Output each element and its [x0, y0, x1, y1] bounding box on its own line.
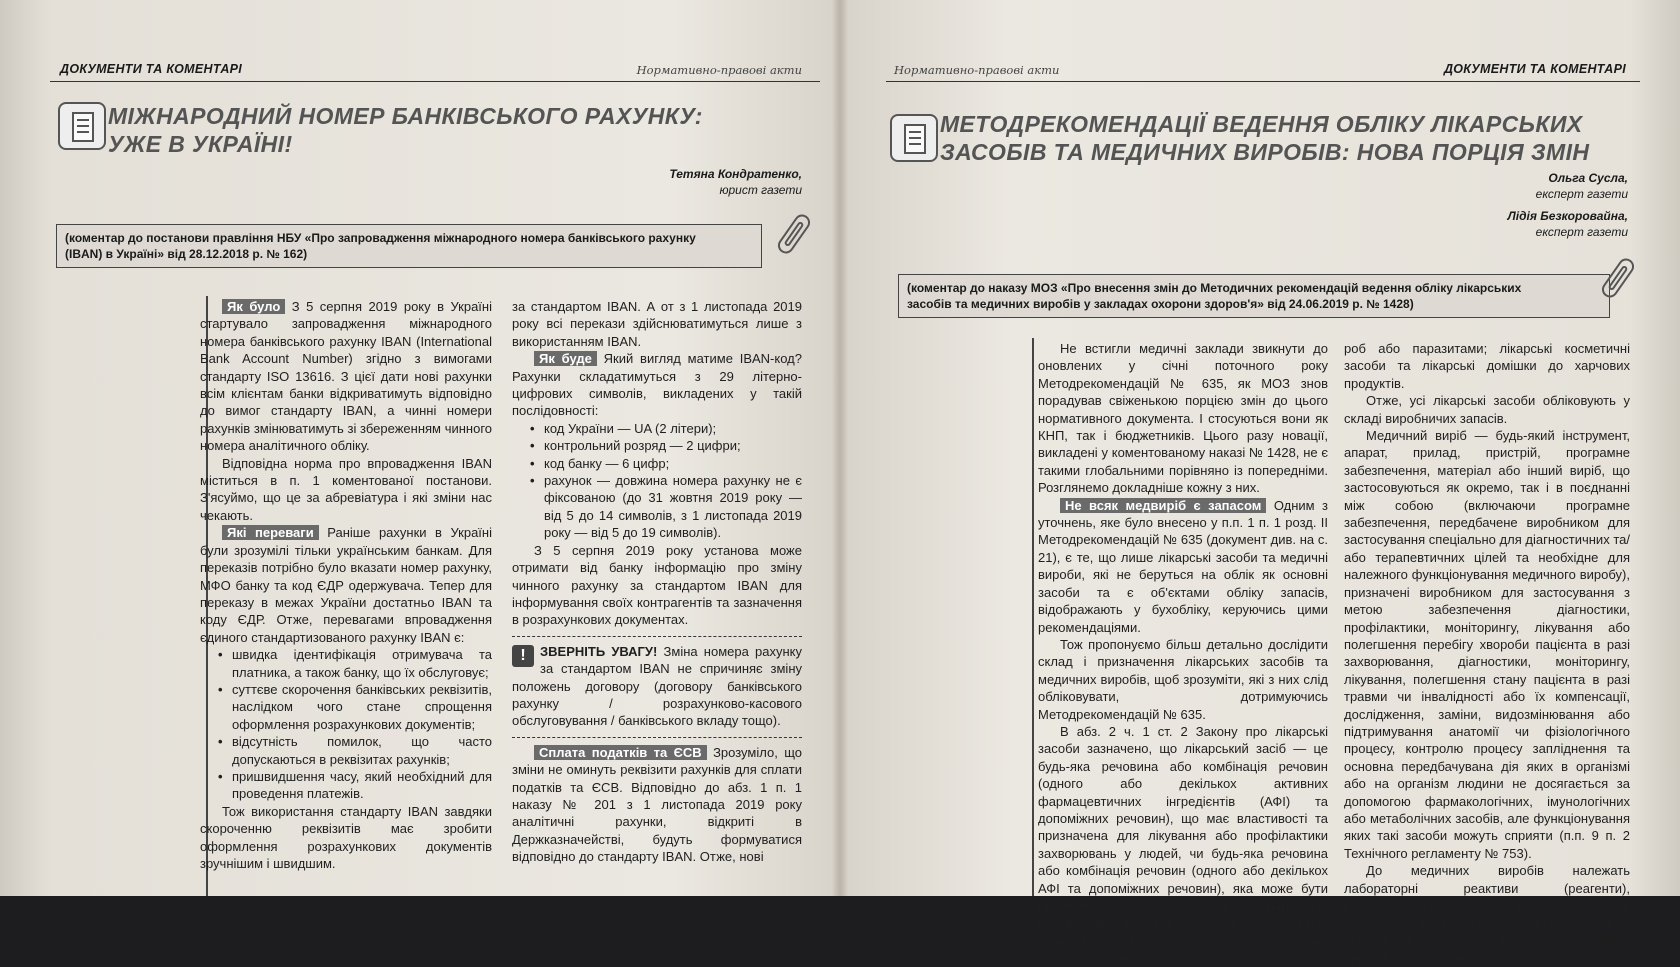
paragraph: З 5 серпня 2019 року установа може отримати від банку інформацію про зміну чинного рахунку за стандартом IBAN для інформування своїх контрагентів та зазначення в розрахункових документах.	[512, 542, 802, 628]
warning-text: Зміна номера рахунку за стандартом IBAN не спричиняє зміну положень договору (договору банківського рахунку / розрахунково-касового обслуговування / банківського вкладу тощо).	[512, 643, 802, 729]
list-item: • код України — UA (2 літери);	[530, 420, 802, 437]
article-title	[940, 110, 1630, 166]
tag-will-be: Як буде	[534, 351, 597, 366]
author-role: юрист газети	[719, 183, 802, 197]
paragraph: Одним з уточнень, яке було внесено у п.п. 1 п. 1 розд. II Методрекомендацій № 635 (документ див. на с. 21), є те, що лише лікарські засоби та медичні вироби, які не беруться на облік як основні засоби та є об'єктами обліку запасів, відображають у бухобліку, керуючись цими рекомендаціями.	[1038, 497, 1328, 635]
paragraph: Отже, усі лікарські засоби обліковують у складі виробничих запасів.	[1344, 393, 1630, 426]
section-label: ДОКУМЕНТИ ТА КОМЕНТАРІ	[1443, 62, 1626, 76]
list-item: • суттєве скорочення банківських реквізитів, наслідком чого стане спрощення оформлення розрахункових документів;	[218, 681, 492, 733]
column-rule	[1032, 338, 1034, 896]
left-page	[50, 0, 820, 896]
dashed-divider	[512, 737, 802, 738]
paragraph: за стандартом IBAN. А от з 1 листопада 2019 року всі перекази здійснюватимуться лише з використанням IBAN.	[512, 299, 802, 349]
author-block-1	[1536, 170, 1628, 202]
paragraph: роб або паразитами; лікарські косметичні засоби та лікарські домішки до харчових продуктів.	[1344, 341, 1630, 391]
paragraph: З 5 серпня 2019 року в Україні стартувало запровадження міжнародного номера банківського рахунку IBAN (International Bank Account Number) згідно з вимогами стандарту ISO 13616. З цієї дати нові рахунки всім клієнтам банки відкриватимуть відповідно до вимог стандарту IBAN, а чинні номери рахунків змінюватимуть зі збереженням чинного номера аналітичного обліку.	[200, 299, 492, 454]
paragraph: До медичних виробів належать лабораторні реактиви (реагенти), перев'язувальні та шовні засоби, стоматологічні матеріали, санітарно-гігієнічні вироби та матеріали, протезно-ортопедичні вироби, лабораторний по-	[1344, 863, 1630, 966]
title-line-1: МІЖНАРОДНИЙ НОМЕР БАНКІВСЬКОГО РАХУНКУ:	[108, 103, 703, 129]
running-header	[886, 60, 1640, 82]
warning-note	[512, 643, 802, 730]
dashed-divider	[512, 636, 802, 637]
left-column-1	[200, 298, 492, 872]
paragraph: Який вигляд матиме IBAN-код? Рахунки складатимуться з 29 літерно-цифрових символів, викладених у такій послідовності:	[512, 351, 802, 419]
paragraph: Медичний виріб — будь-який інструмент, апарат, прилад, пристрій, програмне забезпечення, матеріал або інший виріб, що застосовуються як окремо, так і в поєднанні між собою (включаючи програмне забезпечення, передбачене виробником для застосування спеціально для діагностичних та/або терапевтичних цілей та необхідне для належного функціонування медичного виробу), призначені виробником для застосування з метою забезпечення діагностики, профілактики, моніторингу, лікування або полегшення перебігу хвороби пацієнта в разі захворювання, діагностики, моніторингу, лікування, полегшення стану пацієнта в разі травми чи інвалідності або їх компенсації, дослідження, заміни, видозмінювання або підтримування анатомії чи фізіологічного процесу, контролю процесу запліднення та основна передбачувана дія яких в організмі або на організм людини не досягається за допомогою фармакологічних, імунологічних або метаболічних засобів, але функціонування яких такі засоби можуть сприяти (п.п. 9 п. 2 Технічного регламенту № 753).	[1344, 428, 1630, 861]
list-item: • відсутність помилок, що часто допускаються в реквізитах рахунків;	[218, 733, 492, 768]
document-icon	[890, 114, 938, 162]
right-page	[886, 0, 1640, 966]
right-column-2	[1344, 340, 1630, 967]
section-label: ДОКУМЕНТИ ТА КОМЕНТАРІ	[60, 62, 243, 76]
list-item: • контрольний розряд — 2 цифри;	[530, 437, 802, 454]
article-title	[108, 102, 768, 158]
paragraph: Раніше рахунки в Україні були зрозумілі тільки українським банкам. Для переказів потрібно було вказати номер рахунку, МФО банку та код ЄДР одержувача. Тепер для переказу в межах України достатньо IBAN та коду ЄДР. Отже, перевагами впровадження єдиного стандартизованого рахунку IBAN є:	[200, 525, 492, 645]
list-item: • швидка ідентифікація отримувача та платника, а також банку, що їх обслуговує;	[218, 646, 492, 681]
title-line-2: УЖЕ В УКРАЇНІ!	[108, 131, 293, 157]
tag-was: Як було	[222, 299, 285, 314]
right-column-1	[1038, 340, 1328, 967]
paperclip-icon	[775, 211, 813, 256]
tag-advantages: Які переваги	[222, 525, 319, 540]
paragraph: Зрозуміло, що зміни не оминуть реквізити рахунків для сплати податків та ЄСВ. Відповідно до абз. 1 п. 1 наказу № 201 з 1 листопада 2019 року аналітичні рахунки, відкриті в Держказначействі, будуть формуватися відповідно до стандарту IBAN. Отже, нові	[512, 744, 802, 865]
paragraph: Не встигли медичні заклади звикнути до оновлених у січні поточного року Методрекомендацій № 635, як МОЗ знов порадував свіженькою порцією змін до цього нормативного документа. І стосуються вони як КНП, так і бюджетників. Цього разу новації, викладені у коментованому наказі № 1428, не є такими глобальними порівняно із попередніми. Розглянемо докладніше кожну з них.	[1038, 341, 1328, 496]
author-role: експерт газети	[1535, 225, 1628, 239]
paragraph: Відповідна норма про впровадження IBAN міститься в п. 1 коментованої постанови. З'ясуймо, що це за абревіатура і які зміни нас чекають.	[200, 455, 492, 523]
tag-not-every-device: Не всяк медвиріб є запасом	[1060, 498, 1266, 513]
author-block-2	[1508, 208, 1628, 240]
tag-taxes: Сплата податків та ЄСВ	[534, 745, 707, 760]
author-name: Тетяна Кондратенко,	[669, 167, 802, 181]
running-header	[50, 60, 820, 82]
paragraph: В абз. 2 ч. 1 ст. 2 Закону про лікарські засоби зазначено, що лікарський засіб — це будь-яка речовина або комбінація речовин (одного або декількох активних фармацевтичних інгредієнтів (АФІ) та допоміжних речовин), що має властивості та призначена для лікування або профілактики захворювань у людей, чи будь-яка речовина або комбінація речовин (одного або декількох АФІ та допоміжних речовин), яка може бути призначена для запобігання вагітності, відновлення, корекції чи зміни фізіологічних функцій у людини шляхом здійснення фармакологічної,	[1038, 723, 1328, 966]
comment-box: (коментар до постанови правління НБУ «Про запровадження міжнародного номера банківського рахунку (IBAN) в Україні» від 28.12.2018 р. № 162)	[56, 224, 762, 268]
warning-title: ЗВЕРНІТЬ УВАГУ!	[540, 643, 658, 659]
list-item: • пришвидшення часу, який необхідний для проведення платежів.	[218, 768, 492, 803]
title-line-2: ЗАСОБІВ ТА МЕДИЧНИХ ВИРОБІВ: НОВА ПОРЦІЯ ЗМІН	[940, 139, 1590, 165]
list-item: • рахунок — довжина номера рахунку не є фіксованою (до 31 жовтня 2019 року — від 5 до 14 символів, з 1 листопада 2019 року — від 5 до 19 символів).	[530, 472, 802, 542]
subsection-label: Нормативно-правові акти	[636, 63, 802, 77]
left-column-2	[512, 298, 802, 866]
list-item: • код банку — 6 цифр;	[530, 455, 802, 472]
author-name: Лідія Безкоровайна,	[1507, 209, 1628, 223]
document-icon	[58, 102, 106, 150]
paragraph: Тож використання стандарту IBAN завдяки скороченню реквізитів має зробити оформлення розрахункових документів зручнішим і швидшим.	[200, 803, 492, 871]
iban-structure-list	[512, 420, 802, 542]
paragraph: Тож пропонуємо більш детально дослідити склад і призначення лікарських засобів та медичних виробів, щоб зрозуміти, які з них слід обліковувати, дотримуючись Методрекомендацій № 635.	[1038, 636, 1328, 722]
comment-box: (коментар до наказу МОЗ «Про внесення змін до Методичних рекомендацій ведення обліку лікарських засобів та медичних виробів у закладах охорони здоров'я» від 24.06.2019 р. № 1428)	[898, 274, 1610, 318]
author-role: експерт газети	[1535, 187, 1628, 201]
author-name: Ольга Сусла,	[1548, 171, 1628, 185]
article-headline	[50, 100, 820, 160]
warning-icon: !	[512, 645, 534, 667]
title-line-1: МЕТОДРЕКОМЕНДАЦІЇ ВЕДЕННЯ ОБЛІКУ ЛІКАРСЬКИХ	[940, 111, 1583, 137]
subsection-label: Нормативно-правові акти	[894, 63, 1060, 77]
article-headline	[886, 108, 1640, 168]
author-block	[669, 166, 802, 198]
advantages-list	[200, 646, 492, 803]
